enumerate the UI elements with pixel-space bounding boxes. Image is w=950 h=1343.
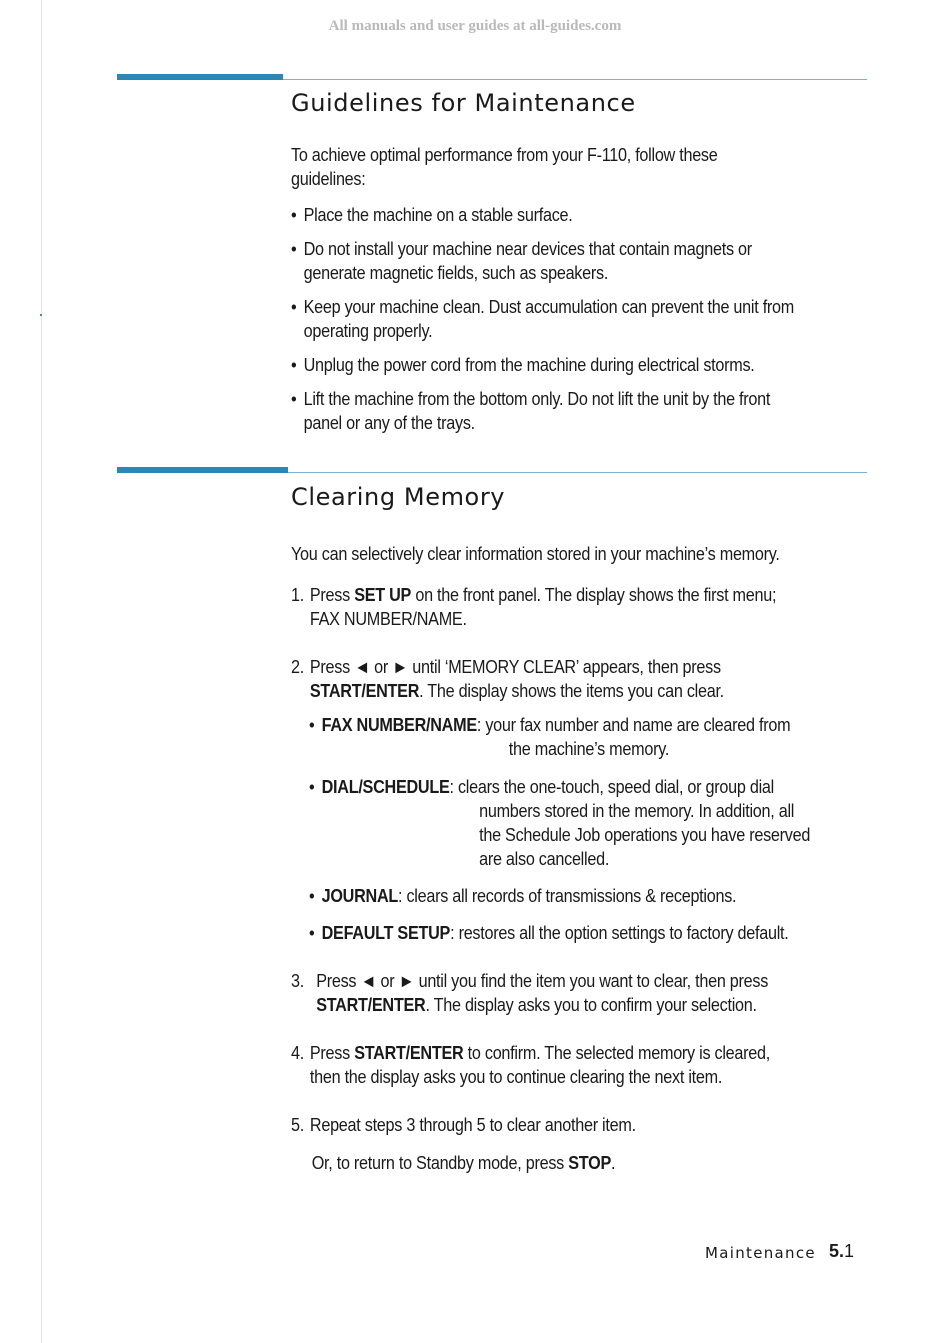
list-item: • Unplug the power cord from the machine during electrical storms.: [291, 355, 755, 375]
clear-item-dial-schedule: • DIAL/SCHEDULE: clears the one-touch, speed dial, or group dial numbers stored in the memory. In addition, all the Schedule Job operations you have reserved are also cancelled.: [309, 777, 811, 869]
key-stop: STOP: [568, 1153, 611, 1173]
footer-page-number: 5.1: [829, 1241, 855, 1261]
page-margin-line: [41, 0, 42, 1343]
list-item: • Do not install your machine near devices that contain magnets or generate magnetic fields, such as speakers.: [291, 239, 752, 283]
section-title-guidelines: Guidelines for Maintenance: [291, 89, 636, 117]
section-rule-guidelines: [117, 72, 867, 80]
watermark: All manuals and user guides at all-guides.com: [328, 18, 622, 34]
clear-item-fax-number-name: • FAX NUMBER/NAME: your fax number and name are cleared from the machine’s memory.: [309, 715, 791, 759]
key-set-up: SET UP: [354, 585, 412, 605]
step-5-alternative: Or, to return to Standby mode, press STOP.: [311, 1153, 616, 1173]
section-title-clearing-memory: Clearing Memory: [291, 483, 506, 511]
key-start-enter: START/ENTER: [354, 1043, 464, 1063]
guidelines-list: [291, 203, 867, 435]
key-start-enter: START/ENTER: [316, 995, 426, 1015]
step-1: 1. Press SET UP on the front panel. The display shows the first menu; FAX NUMBER/NAME.: [291, 585, 777, 629]
clearing-memory-intro: You can selectively clear information stored in your machine’s memory.: [291, 544, 780, 564]
margin-mark: [40, 314, 42, 316]
step-4: 4. Press START/ENTER to confirm. The selected memory is cleared, then the display asks you to continue clearing the next item.: [291, 1043, 770, 1087]
guidelines-body: [291, 143, 871, 445]
list-item: • Place the machine on a stable surface.: [291, 205, 573, 225]
clear-item-journal: • JOURNAL: clears all records of transmissions & receptions.: [309, 886, 737, 906]
clearing-memory-body: [291, 542, 871, 1175]
clear-item-default-setup: • DEFAULT SETUP: restores all the option settings to factory default.: [309, 923, 789, 943]
step-2: 2. Press ◄ or ► until ‘MEMORY CLEAR’ appears, then press START/ENTER. The display shows the items you can clear.: [291, 657, 724, 701]
step-5: 5. Repeat steps 3 through 5 to clear another item.: [291, 1115, 636, 1135]
step-3: 3. Press ◄ or ► until you find the item you want to clear, then press START/ENTER. The display asks you to confirm your selection.: [291, 971, 769, 1015]
section-guidelines: [291, 89, 871, 117]
footer-chapter-label: Maintenance: [705, 1244, 816, 1262]
guidelines-intro: To achieve optimal performance from your F-110, follow these guidelines:: [291, 145, 718, 189]
section-clearing-memory: [291, 483, 871, 511]
section-rule-clearing-memory: [117, 465, 867, 473]
list-item: • Keep your machine clean. Dust accumulation can prevent the unit from operating properly.: [291, 297, 795, 341]
list-item: • Lift the machine from the bottom only. Do not lift the unit by the front panel or any of the trays.: [291, 389, 771, 433]
key-start-enter: START/ENTER: [309, 681, 420, 701]
